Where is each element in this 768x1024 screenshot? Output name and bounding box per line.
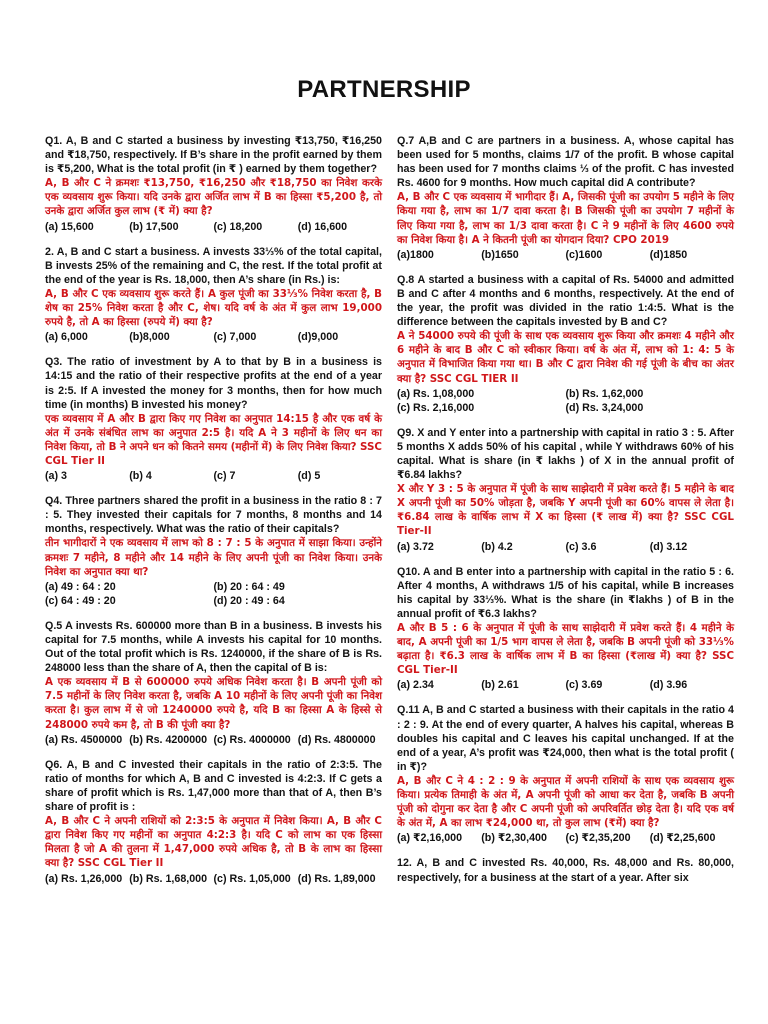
question-text-en: Q.5 A invests Rs. 600000 more than B in a business. B invests his capital for 7.5 months, while A invests his capital for 10 months. Out of the total profit which is Rs. 1240000, if the share of B is Rs. 248000 less than the share of A, then the capital of B is:: [45, 619, 382, 675]
question-text-hi: A, B और C एक व्यवसाय में भागीदार हैं। A, जिसकी पूंजी का उपयोग 5 महीने के लिए किया गया है, लाभ का 1/7 दावा करता है। B जिसकी पूंजी का उपयोग 7 महीनों के लिए किया गया है, लाभ का 1/3 दावा करता है। C ने 9 महीनों के लिए 4600 रुपये का निवेश किया है। A ने कितनी पूंजी का योगदान दिया? CPO 2019: [397, 191, 734, 246]
option-d: (d) 20 : 49 : 64: [213, 594, 285, 607]
option-b: (b) Rs. 4200000: [129, 733, 208, 746]
question-1: [45, 134, 382, 234]
question-text-en: Q10. A and B enter into a partnership with capital in the ratio 5 : 6. After 4 months, A withdraws 1/5 of his capital, while B increases his capital by 33⅓%. What is the share (in ₹lakhs ) of B in the annual profit of ₹6.3 lakhs?: [397, 565, 734, 620]
option-b: (b) 4.2: [481, 540, 513, 553]
question-5: [45, 619, 382, 747]
option-b: (b) ₹2,30,400: [481, 832, 547, 845]
option-d: (d) 3.96: [649, 679, 688, 692]
options: [397, 831, 734, 845]
option-a: (a) Rs. 1,26,000: [45, 872, 123, 885]
question-text-hi: X और Y 3 : 5 के अनुपात में पूंजी के साथ साझेदारी में प्रवेश करते हैं। 5 महीने के बाद X अपनी पूंजी का 50% जोड़ता है, जबकि Y अपनी पूंजी का 60% वापस ले लेता है। ₹6.84 लाख के वार्षिक लाभ में X का हिस्सा (₹ लाख में) क्या है? SSC CGL Tier-II: [397, 483, 734, 538]
options: [397, 540, 734, 554]
option-b: (b) Rs. 1,68,000: [129, 872, 208, 885]
options: [45, 220, 382, 234]
question-text-en: Q4. Three partners shared the profit in a business in the ratio 8 : 7 : 5. They invested their capitals for 7 months, 8 months and 14 months, respectively. What was the ratio of their capitals?: [45, 495, 382, 536]
options: [45, 733, 382, 747]
option-b: (b) 17,500: [129, 220, 179, 233]
question-text-en: Q3. The ratio of investment by A to that by B in a business is 14:15 and the ratio of their respective profits at the end of a year is 2:5. If A invested the money for 3 months, then for how much time (in months) B invested his money?: [45, 356, 382, 411]
question-text-en: Q.7 A,B and C are partners in a business. A, whose capital has been used for 5 months, claims 1/7 of the profit. B whose capital has been used for 7 months claims ⅓ of the profit. C has invested Rs. 4600 for 9 months. How much capital did A contribute?: [397, 135, 734, 190]
question-text-hi: A एक व्यवसाय में B से 600000 रुपये अधिक निवेश करता है। B अपनी पूंजी को 7.5 महीनों के लिए निवेश करता है, जबकि A 10 महीनों के लिए अपनी पूंजी का निवेश करता है। कुल लाभ में से जो 1240000 रुपये है, यदि B का हिस्सा A के हिस्से से 248000 रुपये कम है, तो B की पूंजी क्या है?: [45, 676, 382, 731]
option-a: (a) Rs. 4500000: [45, 733, 123, 746]
option-c: (c) 18,200: [213, 220, 263, 233]
question-8: [397, 273, 734, 415]
option-d: (d)9,000: [297, 331, 339, 344]
option-a: (a) 3: [45, 470, 67, 483]
option-b: (b)1650: [481, 248, 519, 261]
option-c: (c) 3.69: [565, 679, 603, 692]
question-3: [45, 355, 382, 483]
option-c: (c) 3.6: [565, 540, 597, 553]
option-b: (b) 20 : 64 : 49: [213, 580, 285, 593]
page-title: PARTNERSHIP: [297, 76, 471, 103]
option-b: (b) 2.61: [481, 679, 519, 692]
question-text-hi: एक व्यवसाय में A और B द्वारा किए गए निवेश का अनुपात 14:15 है और एक वर्ष के अंत में उनके संबंधित लाभ का अनुपात 2:5 है। यदि A ने 3 महीनों के लिए धन का निवेश किया, तो B ने अपने धन को कितने समय (महीनों में) के लिए निवेश किया? SSC CGL Tier II: [45, 412, 382, 467]
question-text-en: 2. A, B and C start a business. A invests 33⅓% of the total capital, B invests 25% of the remaining and C, the rest. If the total profit at the end of the year is Rs. 18,000, then A’s share (in Rs.) is:: [45, 245, 382, 286]
option-c: (c) Rs. 1,05,000: [213, 872, 291, 885]
question-text-en: Q.8 A started a business with a capital of Rs. 54000 and admitted B and C after 4 months and 6 months, respectively. At the end of the year, the profit was divided in the ratio 1:4:5. What is the difference between the capitals invested by B and C?: [397, 273, 734, 329]
question-text-hi: तीन भागीदारों ने एक व्यवसाय में लाभ को 8 : 7 : 5 के अनुपात में साझा किया। उन्होंने क्रमशः 7 महीने, 8 महीने और 14 महीने के लिए अपनी पूंजी का निवेश किया। उनके निवेश का अनुपात क्या था?: [45, 537, 382, 578]
option-d: (d) 16,600: [297, 220, 348, 233]
question-text-en: Q6. A, B and C invested their capitals in the ratio of 2:3:5. The ratio of months for which A, B and C invested is 4:2:3. If C gets a share of profit which is Rs. 1,47,000 more than that of A, then B’s share of profit is :: [45, 758, 382, 814]
option-a: (a) 3.72: [397, 540, 434, 553]
option-c: (c) Rs. 2,16,000: [397, 401, 475, 414]
option-c: (c) 7: [213, 470, 236, 483]
question-text-hi: A ने 54000 रुपये की पूंजी के साथ एक व्यवसाय शुरू किया और क्रमशः 4 महीने और 6 महीने के बाद B और C को स्वीकार किया। वर्ष के अंत में, लाभ को 1: 4: 5 के अनुपात में विभाजित किया गया था। B और C द्वारा निवेश की गई पूंजी के बीच का अंतर क्या है? SSC CGL TIER II: [397, 330, 734, 385]
option-a: (a)1800: [397, 248, 434, 261]
question-text-en: Q1. A, B and C started a business by investing ₹13,750, ₹16,250 and ₹18,750, respectively. If B’s share in the profit earned by them is ₹5,200, What is the total profit (in ₹ ) earned by them together?: [45, 135, 382, 176]
option-c: (c) Rs. 4000000: [213, 733, 291, 746]
question-text-hi: A, B और C ने क्रमशः ₹13,750, ₹16,250 और ₹18,750 का निवेश करके एक व्यवसाय शुरू किया। यदि उनके द्वारा अर्जित लाभ में B का हिस्सा ₹5,200 है, तो उनके द्वारा अर्जित कुल लाभ (₹ में) क्या है?: [45, 177, 382, 218]
option-a: (a) 49 : 64 : 20: [45, 580, 116, 593]
option-d: (d) Rs. 3,24,000: [565, 401, 644, 414]
option-b: (b) 4: [129, 470, 152, 483]
option-b: (b) Rs. 1,62,000: [565, 387, 644, 400]
option-d: (d) Rs. 1,89,000: [297, 872, 376, 885]
question-9: [397, 426, 734, 554]
question-4: [45, 494, 382, 608]
question-text-hi: A और B 5 : 6 के अनुपात में पूंजी के साथ साझेदारी में प्रवेश करते हैं। 4 महीने के बाद, A अपनी पूंजी का 1/5 भाग वापस ले लेता है, जबकि B अपनी पूंजी को 33⅓% बढ़ाता है। ₹6.3 लाख के वार्षिक लाभ में B का हिस्सा (₹लाख में) क्या है? SSC CGL Tier-II: [397, 622, 734, 677]
question-text-en: Q9. X and Y enter into a partnership with capital in ratio 3 : 5. After 5 months X adds 50% of his capital , while Y withdraws 60% of his capital. What is share (in ₹ lakhs ) of X in the annual profit of ₹6.84 lakhs?: [397, 426, 734, 482]
option-b: (b)8,000: [129, 331, 170, 344]
option-d: (d) ₹2,25,600: [649, 832, 716, 845]
question-10: [397, 565, 734, 693]
options: [45, 580, 382, 608]
question-text-hi: A, B और C ने अपनी राशियों को 2:3:5 के अनुपात में निवेश किया। A, B और C द्वारा निवेश किए गए महीनों का अनुपात 4:2:3 है। यदि C को लाभ का एक हिस्सा मिलता है जो A की तुलना में 1,47,000 रुपये अधिक है, तो B के लाभ का हिस्सा क्या है? SSC CGL Tier II: [45, 815, 382, 870]
left-column: [45, 134, 382, 897]
option-c: (c) 7,000: [213, 331, 257, 344]
question-6: [45, 758, 382, 886]
question-text-en: Q.11 A, B and C started a business with their capitals in the ratio 4 : 2 : 9. At the end of every quarter, A halves his capital, whereas B doubles his capital and C leaves his capital unchanged. If at the end of a year, A’s profit was ₹24,000, then what is the total profit ( in ₹)?: [397, 704, 734, 773]
options: [397, 248, 734, 262]
option-d: (d)1850: [649, 248, 688, 261]
options: [45, 872, 382, 886]
option-d: (d) Rs. 4800000: [297, 733, 376, 746]
option-c: (c) 64 : 49 : 20: [45, 594, 116, 607]
options: [45, 469, 382, 483]
question-11: [397, 703, 734, 845]
option-c: (c)1600: [565, 248, 603, 261]
question-text-hi: A, B और C ने 4 : 2 : 9 के अनुपात में अपनी राशियों के साथ एक व्यवसाय शुरू किया। प्रत्येक तिमाही के अंत में, A अपनी पूंजी को आधा कर देता है, जबकि B अपनी पूंजी को दोगुना कर देता है और C अपनी पूंजी को अपरिवर्तित छोड़ देता है। यदि एक वर्ष के अंत में, A का लाभ ₹24,000 था, तो कुल लाभ (₹में) क्या है?: [397, 774, 734, 830]
option-a: (a) ₹2,16,000: [397, 832, 463, 845]
option-a: (a) Rs. 1,08,000: [397, 387, 475, 400]
question-2: [45, 245, 382, 345]
option-a: (a) 2.34: [397, 679, 434, 692]
options: [397, 387, 734, 415]
options: [45, 330, 382, 344]
right-column: [397, 134, 734, 896]
option-a: (a) 6,000: [45, 331, 88, 344]
option-d: (d) 3.12: [649, 540, 688, 553]
option-a: (a) 15,600: [45, 220, 94, 233]
options: [397, 678, 734, 692]
option-d: (d) 5: [297, 470, 321, 483]
question-text-en: 12. A, B and C invested Rs. 40,000, Rs. 48,000 and Rs. 80,000, respectively, for a business at the start of a year. After six: [397, 857, 734, 884]
question-12: [397, 856, 734, 884]
question-7: [397, 134, 734, 262]
option-c: (c) ₹2,35,200: [565, 832, 631, 845]
question-text-hi: A, B और C एक व्यवसाय शुरू करते हैं। A कुल पूंजी का 33⅓% निवेश करता है, B शेष का 25% निवेश करता है और C, शेष। यदि वर्ष के अंत में कुल लाभ 19,000 रुपये है, तो A का हिस्सा (रुपये में) क्या है?: [45, 287, 382, 329]
